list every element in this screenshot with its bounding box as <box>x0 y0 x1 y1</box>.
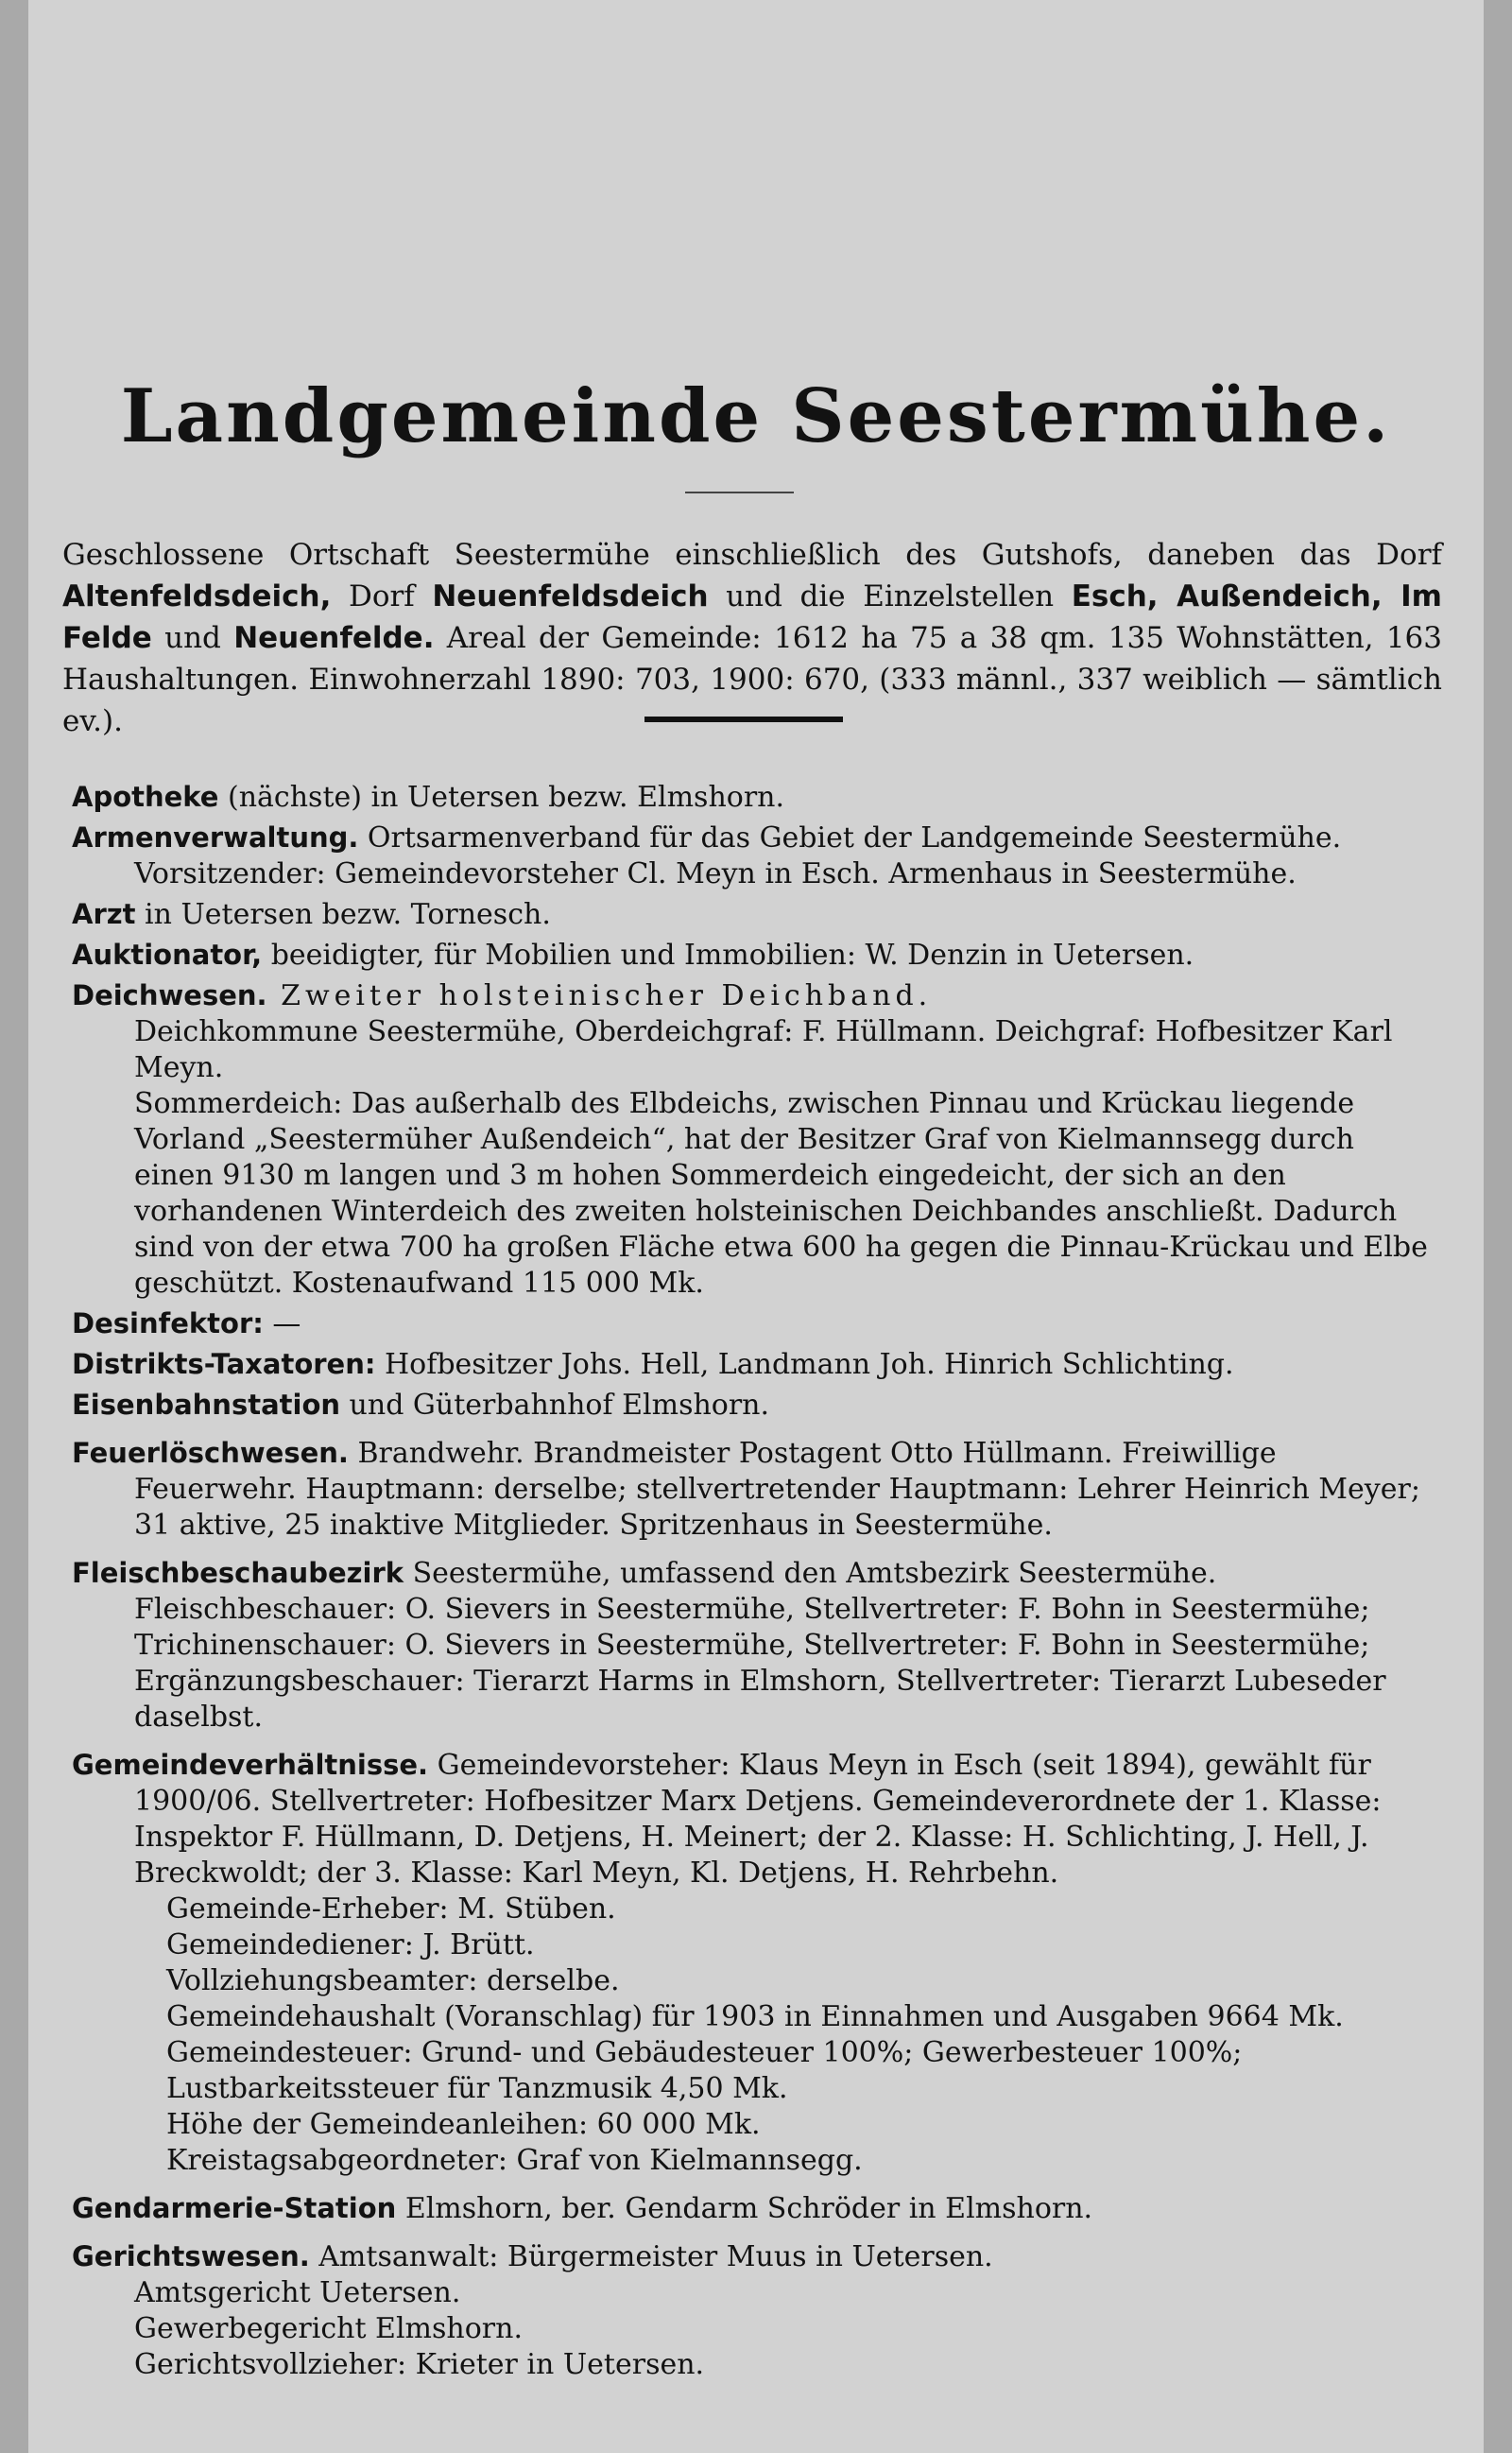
entry-apotheke <box>72 779 1442 816</box>
page-title: Landgemeinde Seestermühe. <box>120 373 1392 459</box>
entry-text: Elmshorn, ber. Gendarm Schröder in Elmshorn. <box>396 2192 1093 2225</box>
entry-text: — <box>263 1307 301 1340</box>
intro-text: Geschlossene Ortschaft Seestermühe einschließlich des Gutshofs, daneben das Dorf <box>62 538 1442 572</box>
entry-desinfektor <box>72 1305 1442 1342</box>
entry-text: und Güterbahnhof Elmshorn. <box>340 1389 770 1422</box>
entry-heading: Deichwesen. <box>72 979 267 1011</box>
entry-subline: Vollziehungsbeamter: derselbe. <box>166 1964 620 1997</box>
intro-place: Neuenfelde. <box>233 621 435 655</box>
entry-gendarmerie <box>72 2190 1442 2227</box>
entry-subline: Höhe der Gemeindeanleihen: 60 000 Mk. <box>166 2108 761 2141</box>
intro-place: Altenfeldsdeich, <box>62 579 332 613</box>
entry-auktionator <box>72 937 1442 974</box>
entry-text: Ortsarmenverband für das Gebiet der Landgemeinde Seestermühe. <box>358 821 1342 855</box>
entry-subline: Gemeindehaushalt (Voranschlag) für 1903 in Einnahmen und Ausgaben 9664 Mk. <box>166 2000 1344 2033</box>
intro-text: und <box>151 621 234 655</box>
entry-feuerloeschwesen <box>72 1435 1442 1544</box>
entry-heading: Fleischbeschaubezirk <box>72 1557 404 1589</box>
entry-text: Amtsanwalt: Bürgermeister Muus in Uetersen. <box>309 2240 993 2273</box>
entry-subline: Gemeindediener: J. Brütt. <box>166 1928 535 1961</box>
title-divider <box>685 492 794 493</box>
entry-subline: Gerichtsvollzieher: Krieter in Uetersen. <box>134 2348 705 2381</box>
intro-place: Esch, Außendeich, Im Felde <box>62 579 1442 655</box>
entry-subline: Amtsgericht Uetersen. <box>134 2276 461 2309</box>
entry-subline: Vorsitzender: Gemeindevorsteher Cl. Meyn in Esch. Armenhaus in Seestermühe. <box>134 857 1297 890</box>
entry-deichwesen <box>72 977 1442 1302</box>
intro-place: Neuenfeldsdeich <box>432 579 709 613</box>
entry-text: (nächste) in Uetersen bezw. Elmshorn. <box>218 781 785 814</box>
entry-subline: Gemeindesteuer: Grund- und Gebäudesteuer 100%; Gewerbesteuer 100%; Lustbarkeitssteuer für Tanzmusik 4,50 Mk. <box>166 2036 1243 2105</box>
entry-text: in Uetersen bezw. Tornesch. <box>135 898 551 931</box>
entry-heading: Desinfektor: <box>72 1307 264 1339</box>
entry-heading: Arzt <box>72 898 136 930</box>
entry-heading: Armenverwaltung. <box>72 821 359 854</box>
entry-heading: Auktionator, <box>72 939 263 971</box>
entry-text: beeidigter, für Mobilien und Immobilien: W. Denzin in Uetersen. <box>262 939 1194 972</box>
entry-gerichtswesen <box>72 2238 1442 2383</box>
entry-text: Zweiter holsteinischer Deichband. <box>266 979 933 1012</box>
entry-subline: Deichkommune Seestermühe, Oberdeichgraf: F. Hüllmann. Deichgraf: Hofbesitzer Karl Meyn. <box>134 1015 1393 1084</box>
entry-subline: Kreistagsabgeordneter: Graf von Kielmannsegg. <box>166 2144 863 2177</box>
entry-heading: Apotheke <box>72 781 219 813</box>
entry-subline: Gemeinde-Erheber: M. Stüben. <box>166 1892 616 1926</box>
entry-heading: Gemeindeverhältnisse. <box>72 1749 429 1781</box>
section-divider <box>644 717 843 722</box>
entry-text: Gemeindevorsteher: Klaus Meyn in Esch (seit 1894), gewählt für 1900/06. Stellvertreter: Hofbesitzer Marx Detjens. Gemeindeverordnete der 1. Klasse: Inspektor F. Hüllmann, D. Detjens, H. Meinert; der 2. Klasse: H. Schlichting, J. Hell, J. Breckwoldt; der 3. Klasse: Karl Meyn, Kl. Detjens, H. Rehrbehn. <box>134 1749 1382 1890</box>
entry-text: Hofbesitzer Johs. Hell, Landmann Joh. Hinrich Schlichting. <box>375 1348 1234 1381</box>
entry-text: Brandwehr. Brandmeister Postagent Otto Hüllmann. Freiwillige Feuerwehr. Hauptmann: derselbe; stellvertretender Hauptmann: Lehrer Heinrich Meyer; 31 aktive, 25 inaktive Mitglieder. Spritzenhaus in Seestermühe. <box>134 1437 1420 1542</box>
entry-heading: Gerichtswesen. <box>72 2240 310 2272</box>
document-page <box>28 0 1484 2453</box>
entry-text: Seestermühe, umfassend den Amtsbezirk Seestermühe. Fleischbeschauer: O. Sievers in Seestermühe, Stellvertreter: F. Bohn in Seestermühe; Trichinenschauer: O. Sievers in Seestermühe, Stellvertreter: F. Bohn in Seestermühe; Ergänzungsbeschauer: Tierarzt Harms in Elmshorn, Stellvertreter: Tierarzt Lubeseder daselbst. <box>134 1557 1386 1734</box>
entry-armenverwaltung <box>72 820 1442 892</box>
intro-paragraph <box>62 534 1442 742</box>
entry-heading: Eisenbahnstation <box>72 1389 341 1421</box>
entry-distrikts-taxatoren <box>72 1346 1442 1383</box>
entry-subline: Sommerdeich: Das außerhalb des Elbdeichs, zwischen Pinnau und Krückau liegende Vorland „Seestermüher Außendeich“, hat der Besitzer Graf von Kielmannsegg durch einen 9130 m langen und 3 m hohen Sommerdeich eingedeicht, der sich an den vorhandenen Winterdeich des zweiten holsteinischen Deichbandes anschließt. Dadurch sind von der etwa 700 ha großen Fläche etwa 600 ha gegen die Pinnau-Krückau und Elbe geschützt. Kostenaufwand 115 000 Mk. <box>134 1087 1428 1300</box>
entry-eisenbahnstation <box>72 1387 1442 1424</box>
entry-arzt <box>72 896 1442 933</box>
intro-text: Dorf <box>331 579 433 613</box>
entry-gemeindeverhaeltnisse <box>72 1747 1442 1892</box>
entry-subline: Gewerbegericht Elmshorn. <box>134 2312 523 2345</box>
entry-heading: Distrikts-Taxatoren: <box>72 1348 376 1380</box>
entry-heading: Feuerlöschwesen. <box>72 1437 349 1469</box>
entries-list <box>72 775 1442 2383</box>
intro-text: und die Einzelstellen <box>708 579 1072 613</box>
entry-heading: Gendarmerie-Station <box>72 2192 397 2224</box>
intro-text: Areal der Gemeinde: 1612 ha 75 a 38 qm. 135 Wohnstätten, 163 Haushaltungen. Einwohnerzahl 1890: 703, 1900: 670, (333 männl., 337 weiblich — sämtlich ev.). <box>62 621 1442 738</box>
entry-fleischbeschaubezirk <box>72 1555 1442 1736</box>
